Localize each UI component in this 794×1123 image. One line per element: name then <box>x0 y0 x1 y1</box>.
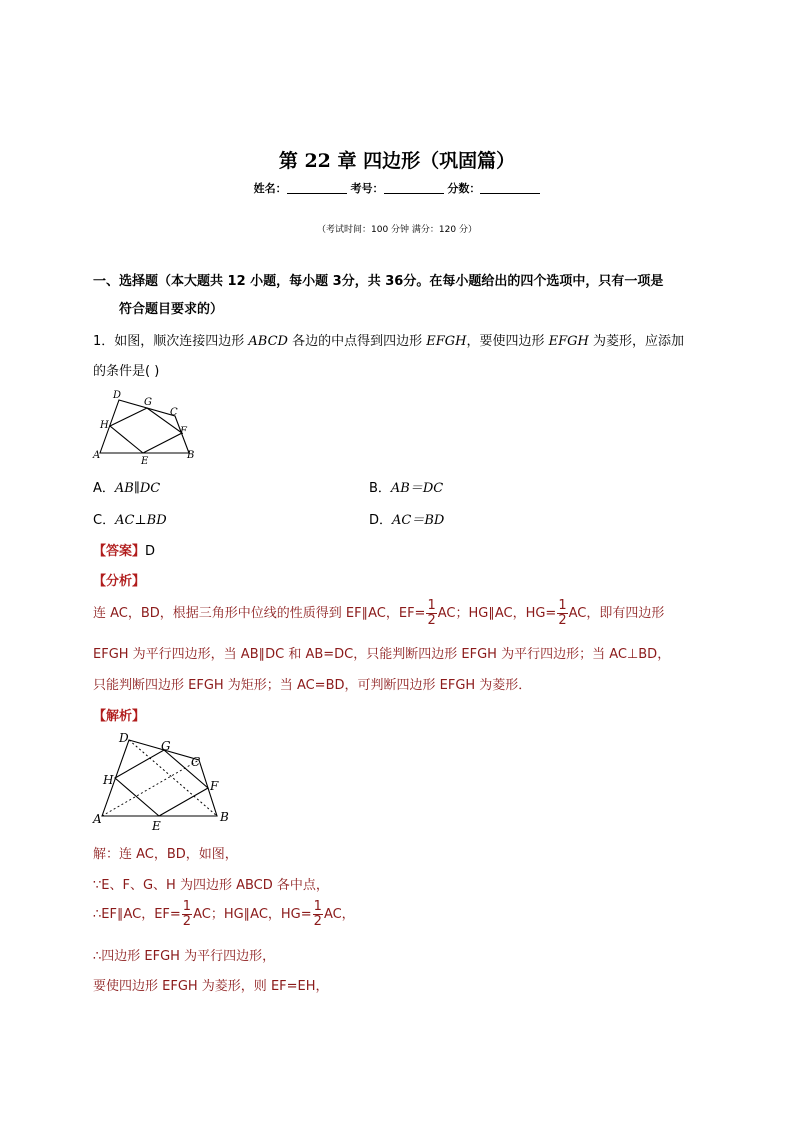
solution-line3: ∴EF∥AC，EF= $\frac{1}{2}$ AC；HG∥AC，HG= $\frac{1}{2}$ AC， <box>93 899 355 929</box>
analysis-line3: 只能判断四边形 EFGH 为矩形；当 AC=BD，可判断四边形 EFGH 为菱形． <box>93 678 532 693</box>
question-text-line1: 1．如图，顺次连接四边形 ABCD 各边的中点得到四边形 EFGH，要使四边形 EFGH 为菱形，应添加 <box>93 334 684 349</box>
analysis-label: 【分析】 <box>93 574 146 589</box>
option-d[interactable]: D．AC＝BD <box>369 513 445 528</box>
solution-line5: 要使四边形 EFGH 为菱形，则 EF=EH， <box>93 979 329 994</box>
label-c: C <box>170 407 178 418</box>
analysis-line2: EFGH 为平行四边形，当 AB∥DC 和 AB=DC，只能判断四边形 EFGH 为平行四边形；当 AC⊥BD， <box>93 647 671 662</box>
answer-line <box>93 540 155 559</box>
fraction-half: $\frac{1}{2}$ <box>427 598 436 628</box>
option-a[interactable]: A．AB∥DC <box>93 481 161 496</box>
score-blank[interactable] <box>480 193 540 194</box>
label-f: F <box>180 426 187 437</box>
quadrilateral-figure <box>92 388 202 464</box>
page-title: 第 22 章 四边形（巩固篇） <box>278 150 516 172</box>
label-a: A <box>93 450 101 461</box>
label-h: H <box>103 773 114 787</box>
solution-label: 【解析】 <box>93 709 146 724</box>
option-c[interactable]: C．AC⊥BD <box>93 513 167 528</box>
fraction-half: $\frac{1}{2}$ <box>182 899 192 929</box>
solution-line1: 解：连 AC，BD，如图， <box>93 847 238 862</box>
label-e: E <box>141 456 149 464</box>
fraction-half: $\frac{1}{2}$ <box>313 899 322 929</box>
label-d: D <box>113 390 122 401</box>
solution-line4: ∴四边形 EFGH 为平行四边形， <box>93 949 276 964</box>
answer-label: 【答案】 <box>93 544 146 559</box>
label-e: E <box>152 819 161 832</box>
label-a: A <box>93 812 102 826</box>
label-h: H <box>100 420 109 431</box>
label-b: B <box>187 450 195 461</box>
question-text-line2: 的条件是( ) <box>93 364 160 379</box>
analysis-line1: 连 AC，BD，根据三角形中位线的性质得到 EF∥AC，EF= $\frac{1}{2}$ AC；HG∥AC，HG= $\frac{1}{2}$ AC，即有四边形 <box>93 598 665 628</box>
section-heading: 一、选择题（本大题共 12 小题，每小题 3分，共 36分。在每小题给出的四个选项中，只有一项是 <box>93 274 664 289</box>
label-d: D <box>119 731 129 745</box>
label-c: C <box>191 755 201 769</box>
label-b: B <box>220 810 229 824</box>
label-g: G <box>161 739 171 753</box>
exam-info: （考试时间：100 分钟 满分：120 分） <box>317 225 477 235</box>
student-info-line <box>0 180 794 196</box>
name-blank[interactable] <box>287 193 347 194</box>
score-label: 分数： <box>447 182 481 195</box>
quad-abcd <box>102 740 217 816</box>
section-heading-cont: 符合题目要求的） <box>119 302 224 317</box>
option-b[interactable]: B．AB＝DC <box>369 481 444 496</box>
id-label: 考号： <box>350 182 384 195</box>
label-f: F <box>210 779 219 793</box>
label-g: G <box>144 397 152 408</box>
solution-line2: ∵E、F、G、H 为四边形 ABCD 各中点， <box>93 878 329 893</box>
id-blank[interactable] <box>384 193 444 194</box>
name-label: 姓名： <box>253 182 287 195</box>
fraction-half: $\frac{1}{2}$ <box>558 598 567 628</box>
solution-figure <box>90 728 240 832</box>
answer-value: D <box>145 544 156 559</box>
diagonal-bd <box>129 740 217 816</box>
